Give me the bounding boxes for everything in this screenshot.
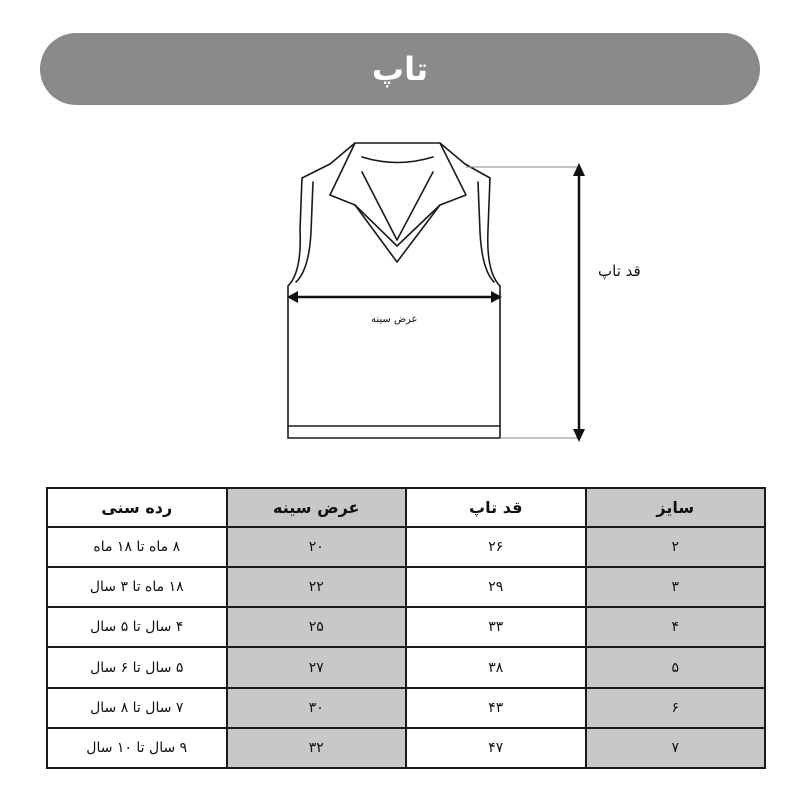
height-label: قد تاپ — [598, 262, 641, 280]
chest-arrow — [287, 291, 502, 303]
cell-top-length: ۳۸ — [406, 647, 586, 687]
cell-top-length: ۲۹ — [406, 567, 586, 607]
table-row — [47, 728, 765, 768]
cell-size: ۶ — [586, 688, 766, 728]
vest-outline — [288, 143, 500, 438]
cell-chest-width: ۳۰ — [227, 688, 407, 728]
table-row — [47, 647, 765, 687]
chest-width-label: عرض سینه — [371, 314, 418, 325]
cell-age-range: ۵ سال تا ۶ سال — [47, 647, 227, 687]
table-row — [47, 688, 765, 728]
cell-chest-width: ۲۲ — [227, 567, 407, 607]
cell-top-length: ۲۶ — [406, 527, 586, 567]
cell-chest-width: ۲۵ — [227, 607, 407, 647]
cell-top-length: ۴۳ — [406, 688, 586, 728]
header-age-range: رده سنی — [47, 488, 227, 527]
page-title: تاپ — [371, 50, 429, 88]
header-chest-width: عرض سینه — [227, 488, 407, 527]
cell-size: ۷ — [586, 728, 766, 768]
cell-chest-width: ۳۲ — [227, 728, 407, 768]
size-table — [46, 487, 766, 769]
table-header-row — [47, 488, 765, 527]
cell-top-length: ۴۷ — [406, 728, 586, 768]
cell-age-range: ۴ سال تا ۵ سال — [47, 607, 227, 647]
cell-size: ۳ — [586, 567, 766, 607]
cell-size: ۵ — [586, 647, 766, 687]
height-arrow — [573, 163, 585, 442]
header-top-length: قد تاپ — [406, 488, 586, 527]
cell-size: ۴ — [586, 607, 766, 647]
cell-size: ۲ — [586, 527, 766, 567]
table-row — [47, 567, 765, 607]
cell-age-range: ۱۸ ماه تا ۳ سال — [47, 567, 227, 607]
cell-chest-width: ۲۷ — [227, 647, 407, 687]
cell-age-range: ۹ سال تا ۱۰ سال — [47, 728, 227, 768]
table-row — [47, 527, 765, 567]
header-size: سایز — [586, 488, 766, 527]
cell-top-length: ۳۳ — [406, 607, 586, 647]
cell-age-range: ۸ ماه تا ۱۸ ماه — [47, 527, 227, 567]
cell-age-range: ۷ سال تا ۸ سال — [47, 688, 227, 728]
cell-chest-width: ۲۰ — [227, 527, 407, 567]
table-row — [47, 607, 765, 647]
